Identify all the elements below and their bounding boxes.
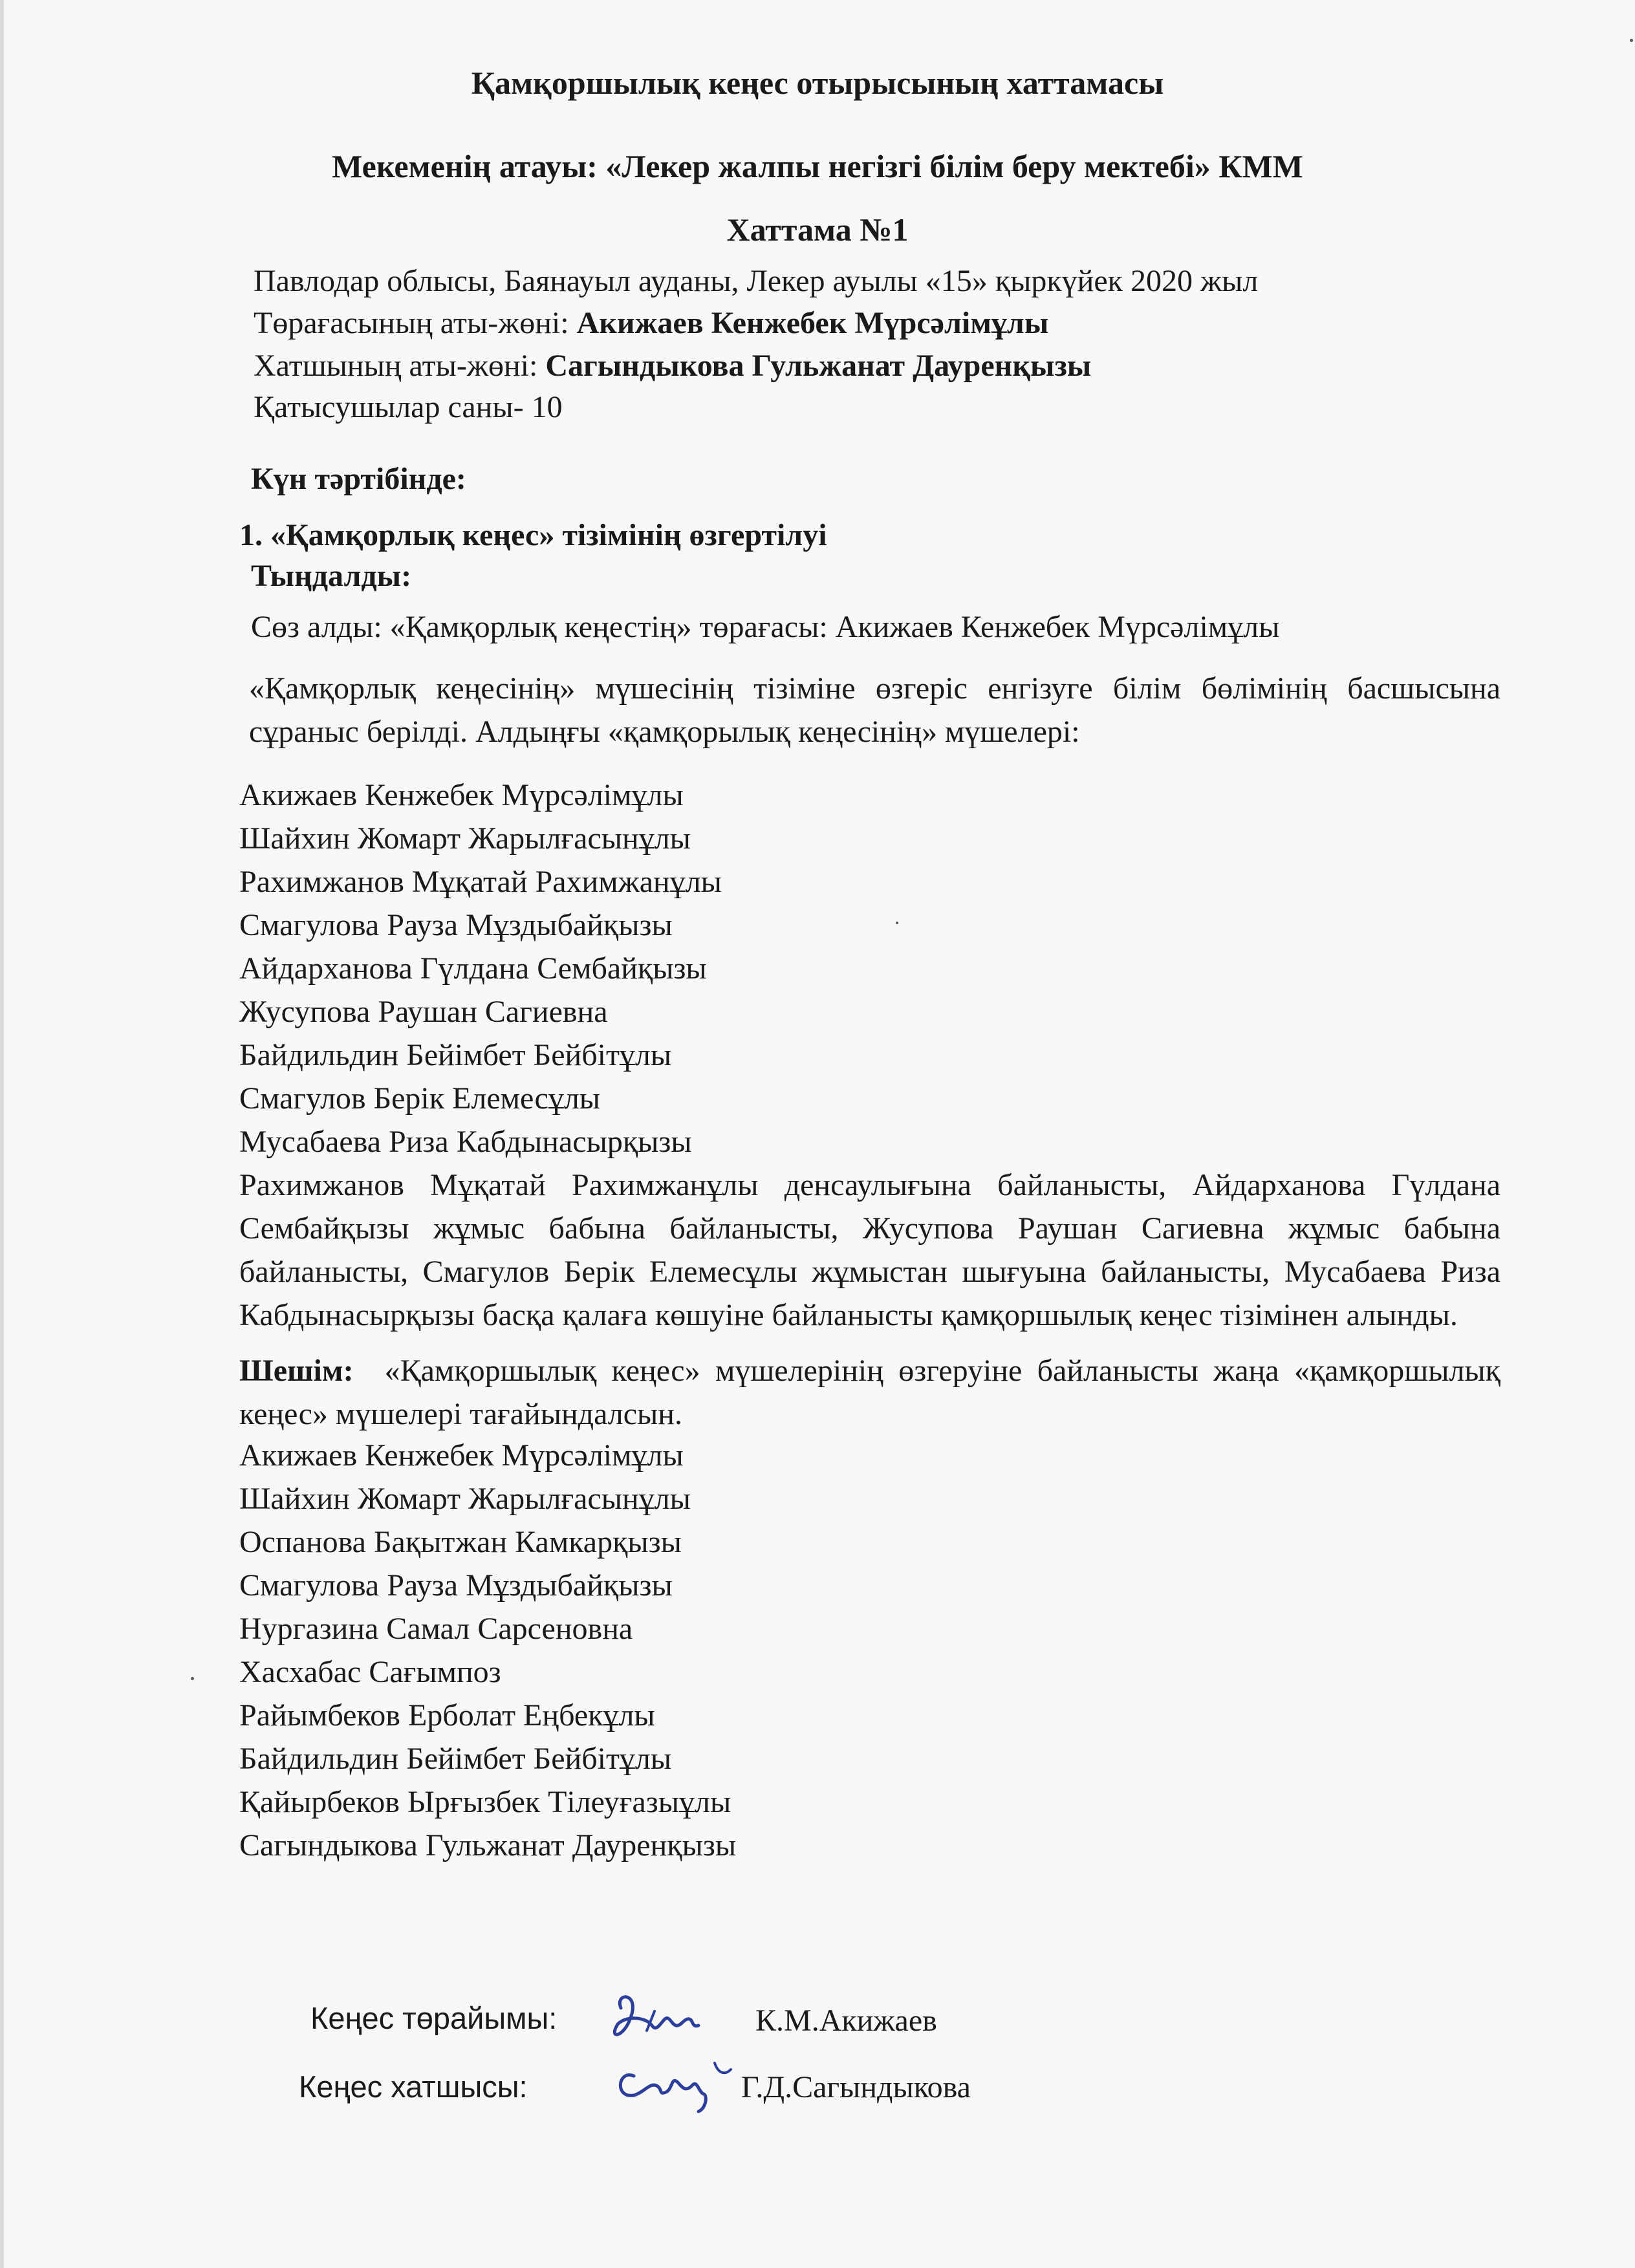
list-item: Мусабаева Риза Кабдынасырқызы <box>239 1125 692 1159</box>
new-members-list <box>239 1434 736 1867</box>
list-item: Смагулов Берік Елемесұлы <box>239 1081 601 1116</box>
chair-signature-label: Кеңес төрайымы: <box>310 2001 558 2035</box>
decision-label: Шешім: <box>239 1354 354 1388</box>
list-item: Акижаев Кенжебек Мүрсәлімұлы <box>239 778 684 812</box>
list-item: Айдарханова Гүлдана Сембайқызы <box>239 951 707 986</box>
removal-paragraph: Рахимжанов Мұқатай Рахимжанұлы денсаулығына байланысты, Айдарханова Гүлдана Сембайқызы жұмыс бабына байланысты, Жусупова Раушан Сагиевна жұмыс бабына байланысты, Смагулов Берік Елемесұлы жұмыстан шығуына байланысты, Мусабаева Риза Кабдынасырқызы басқа қалаға көшуіне байланысты қамқоршылық кеңес тізімінен алынды. <box>239 1168 1500 1332</box>
list-item: Қайырбеков Ырғызбек Тілеуғазыұлы <box>239 1785 731 1819</box>
scan-speck <box>896 922 898 924</box>
protocol-number: Хаттама №1 <box>726 211 909 248</box>
list-item: Смагулова Рауза Мұздыбайқызы <box>239 1568 673 1603</box>
agenda-item: 1. «Қамқорлық кеңес» тізімінің өзгертілуі <box>239 518 827 552</box>
institution-name: Мекеменің атауы: «Лекер жалпы негізгі білім беру мектебі» КММ <box>332 148 1303 184</box>
list-item: Байдильдин Бейімбет Бейбітұлы <box>239 1742 672 1776</box>
scan-speck <box>191 1677 194 1680</box>
list-item: Жусупова Раушан Сагиевна <box>239 995 608 1029</box>
secretary-name: Сагындыкова Гульжанат Дауренқызы <box>545 349 1092 383</box>
list-item: Смагулова Рауза Мұздыбайқызы <box>239 908 673 942</box>
list-item: Шайхин Жомарт Жарылғасынұлы <box>239 1482 691 1516</box>
secretary-signature-label: Кеңес хатшысы: <box>299 2069 528 2104</box>
request-paragraph: «Қамқорлық кеңесінің» мүшесінің тізіміне өзгеріс енгізуге білім бөлімінің басшысына сұраныс берілді. Алдыңғы «қамқорылық кеңесінің» мүшелері: <box>249 671 1500 749</box>
list-item: Хасхабас Сағымпоз <box>239 1655 501 1689</box>
chair-name: Акижаев Кенжебек Мүрсәлімұлы <box>576 306 1049 340</box>
chair-signature-name: К.М.Акижаев <box>755 2003 937 2038</box>
agenda-heading: Күн тәртібінде: <box>251 462 466 496</box>
secretary-line <box>254 351 1091 382</box>
list-item: Райымбеков Ерболат Еңбекұлы <box>239 1698 655 1733</box>
decision-paragraph <box>239 1349 1500 1436</box>
list-item: Байдильдин Бейімбет Бейбітұлы <box>239 1038 672 1072</box>
heard-heading: Тыңдалды: <box>251 559 412 593</box>
participants-count: Қатысушылар саны- 10 <box>254 390 563 424</box>
list-item: Сагындыкова Гульжанат Дауренқызы <box>239 1828 737 1863</box>
previous-members-list <box>239 773 722 1163</box>
secretary-label: Хатшының аты-жөні: <box>254 349 538 383</box>
handwritten-signature <box>595 1979 750 2115</box>
chair-line <box>254 308 1048 339</box>
scan-speck <box>1630 39 1633 42</box>
chair-label: Төрағасының аты-жөні: <box>254 306 569 340</box>
secretary-signature-name: Г.Д.Сагындыкова <box>741 2070 971 2104</box>
speaker-line: Сөз алды: «Қамқорлық кеңестің» төрағасы: Акижаев Кенжебек Мүрсәлімұлы <box>251 610 1280 644</box>
list-item: Нургазина Самал Сарсеновна <box>239 1612 633 1646</box>
list-item: Шайхин Жомарт Жарылғасынұлы <box>239 821 691 856</box>
list-item: Акижаев Кенжебек Мүрсәлімұлы <box>239 1438 684 1473</box>
list-item: Оспанова Бақытжан Камкарқызы <box>239 1525 682 1559</box>
place-date: Павлодар облысы, Баянауыл ауданы, Лекер ауылы «15» қыркүйек 2020 жыл <box>254 264 1259 298</box>
scan-edge <box>0 0 4 2268</box>
list-item: Рахимжанов Мұқатай Рахимжанұлы <box>239 865 722 899</box>
decision-text: «Қамқоршылық кеңес» мүшелерінің өзгеруіне байланысты жаңа «қамқоршылық кеңес» мүшелері тағайындалсын. <box>239 1354 1500 1431</box>
document-title: Қамқоршылық кеңес отырысының хаттамасы <box>471 65 1164 101</box>
